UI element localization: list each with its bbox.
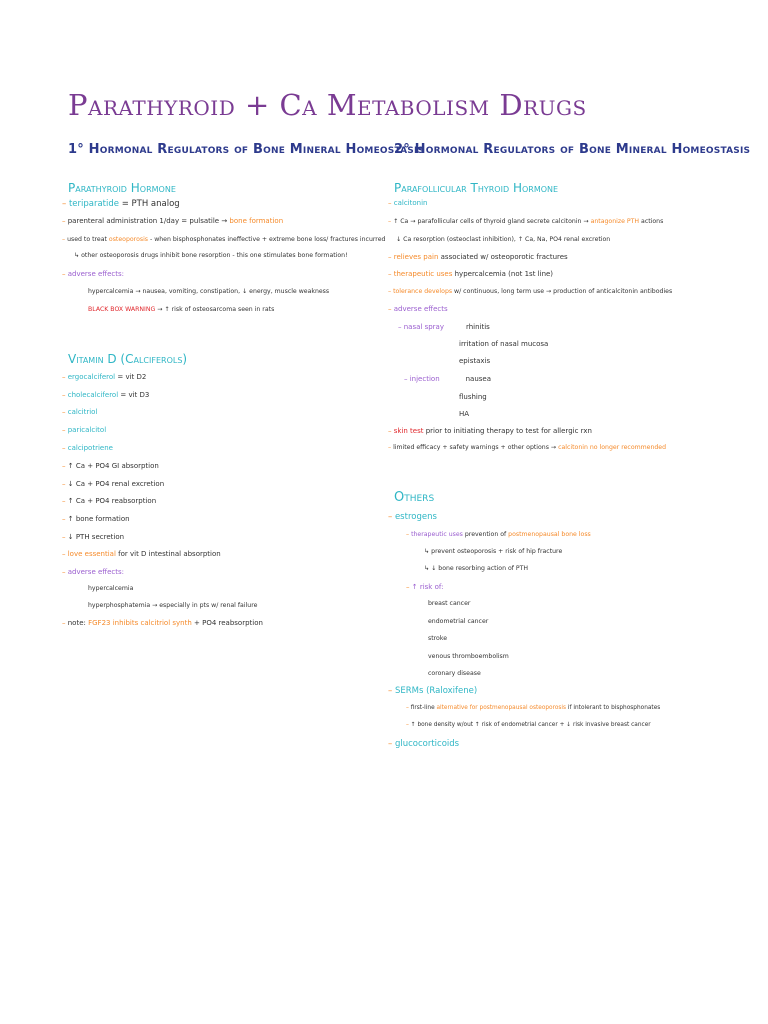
pth-line-5: – adverse effects: — [62, 270, 125, 278]
others-line-7: endometrial cancer — [428, 618, 489, 625]
vitd-line-6: – ↑ Ca + PO4 GI absorption — [62, 462, 159, 470]
ph-line-11: – injection nausea — [404, 375, 492, 383]
vitd-line-1: – ergocalciferol = vit D2 — [62, 373, 147, 381]
ph-line-5: – therapeutic uses hypercalcemia (not 1st line) — [388, 270, 554, 278]
others-line-14: – glucocorticoids — [388, 739, 460, 749]
ph-line-9: irritation of nasal mucosa — [459, 340, 549, 348]
others-line-3: ↳ prevent osteoporosis + risk of hip fracture — [424, 548, 563, 555]
ph-line-3: ↓ Ca resorption (osteoclast inhibition), ↑ Ca, Na, PO4 renal excretion — [396, 236, 611, 243]
ph-line-12: flushing — [459, 393, 487, 401]
pth-line-3: – used to treat osteoporosis - when bisphosphonates ineffective + extreme bone loss/ fractures incurred — [62, 236, 386, 243]
ph-line-7: – adverse effects — [388, 305, 448, 313]
vitd-line-15: – note: FGF23 inhibits calcitriol synth + PO4 reabsorption — [62, 619, 263, 627]
vitd-line-10: – ↓ PTH secretion — [62, 533, 125, 541]
vitd-line-4: – paricalcitol — [62, 426, 107, 434]
others-line-4: ↳ ↓ bone resorbing action of PTH — [424, 565, 529, 572]
ph-line-4: – relieves pain associated w/ osteoporotic fractures — [388, 253, 568, 261]
ph-line-15: – limited efficacy + safety warnings + other options → calcitonin no longer recommended — [388, 444, 667, 451]
others-line-6: breast cancer — [428, 600, 471, 607]
others-line-13: – ↑ bone density w/out ↑ risk of endometrial cancer + ↓ risk invasive breast cancer — [406, 722, 651, 728]
pth-line-2: – parenteral administration 1/day = pulsatile → bone formation — [62, 217, 284, 225]
pth-line-7: BLACK BOX WARNING → ↑ risk of osteosarcoma seen in rats — [88, 306, 275, 313]
others-line-2: – therapeutic uses prevention of postmenopausal bone loss — [406, 531, 591, 538]
others-line-9: venous thromboembolism — [428, 653, 509, 660]
page-title: Parathyroid + Ca Metabolism Drugs — [68, 88, 587, 122]
ph-line-14: – skin test prior to initiating therapy to test for allergic rxn — [388, 427, 592, 435]
pth-subtitle: Parathyroid Hormone — [68, 181, 176, 195]
vitamin-d-subtitle: Vitamin D (Calciferols) — [68, 352, 188, 366]
vitd-line-7: – ↓ Ca + PO4 renal excretion — [62, 480, 165, 488]
others-line-10: coronary disease — [428, 670, 481, 677]
ph-line-6: – tolerance develops w/ continuous, long term use → production of anticalcitonin antibodies — [388, 288, 673, 295]
vitd-line-14: hyperphosphatemia → especially in pts w/ renal failure — [88, 602, 258, 609]
secondary-regulators-heading: 2° Hormonal Regulators of Bone Mineral Homeostasis — [394, 142, 751, 157]
others-line-1: – estrogens — [388, 512, 437, 522]
others-line-12: – first-line alternative for postmenopausal osteoporosis if intolerant to bisphosphonates — [406, 705, 661, 711]
pth-line-6: hypercalcemia → nausea, vomiting, constipation, ↓ energy, muscle weakness — [88, 288, 330, 295]
vitd-line-2: – cholecalciferol = vit D3 — [62, 391, 150, 399]
vitd-line-3: – calcitriol — [62, 408, 98, 416]
vitd-line-5: – calcipotriene — [62, 444, 113, 452]
others-line-11: – SERMs (Raloxifene) — [388, 686, 478, 696]
ph-line-1: – calcitonin — [388, 199, 428, 207]
primary-regulators-heading: 1° Hormonal Regulators of Bone Mineral Homeostasis — [68, 142, 425, 157]
ph-line-13: HA — [459, 410, 470, 418]
others-subtitle: Others — [394, 490, 435, 505]
ph-line-2: – ↑ Ca → parafollicular cells of thyroid gland secrete calcitonin → antagonize PTH actions — [388, 218, 664, 225]
others-line-5: – ↑ risk of: — [406, 583, 444, 591]
ph-line-8: – nasal spray rhinitis — [398, 323, 490, 331]
vitd-line-12: – adverse effects: — [62, 568, 125, 576]
parafollicular-subtitle: Parafollicular Thyroid Hormone — [394, 181, 559, 195]
ph-line-10: epistaxis — [459, 357, 491, 365]
vitd-line-9: – ↑ bone formation — [62, 515, 130, 523]
pth-line-1: – teriparatide = PTH analog — [62, 199, 180, 209]
others-line-8: stroke — [428, 635, 448, 642]
pth-line-4: ↳ other osteoporosis drugs inhibit bone resorption - this one stimulates bone formation! — [74, 252, 348, 259]
vitd-line-13: hypercalcemia — [88, 585, 134, 592]
vitd-line-8: – ↑ Ca + PO4 reabsorption — [62, 497, 157, 505]
vitd-line-11: – love essential for vit D intestinal absorption — [62, 550, 221, 558]
